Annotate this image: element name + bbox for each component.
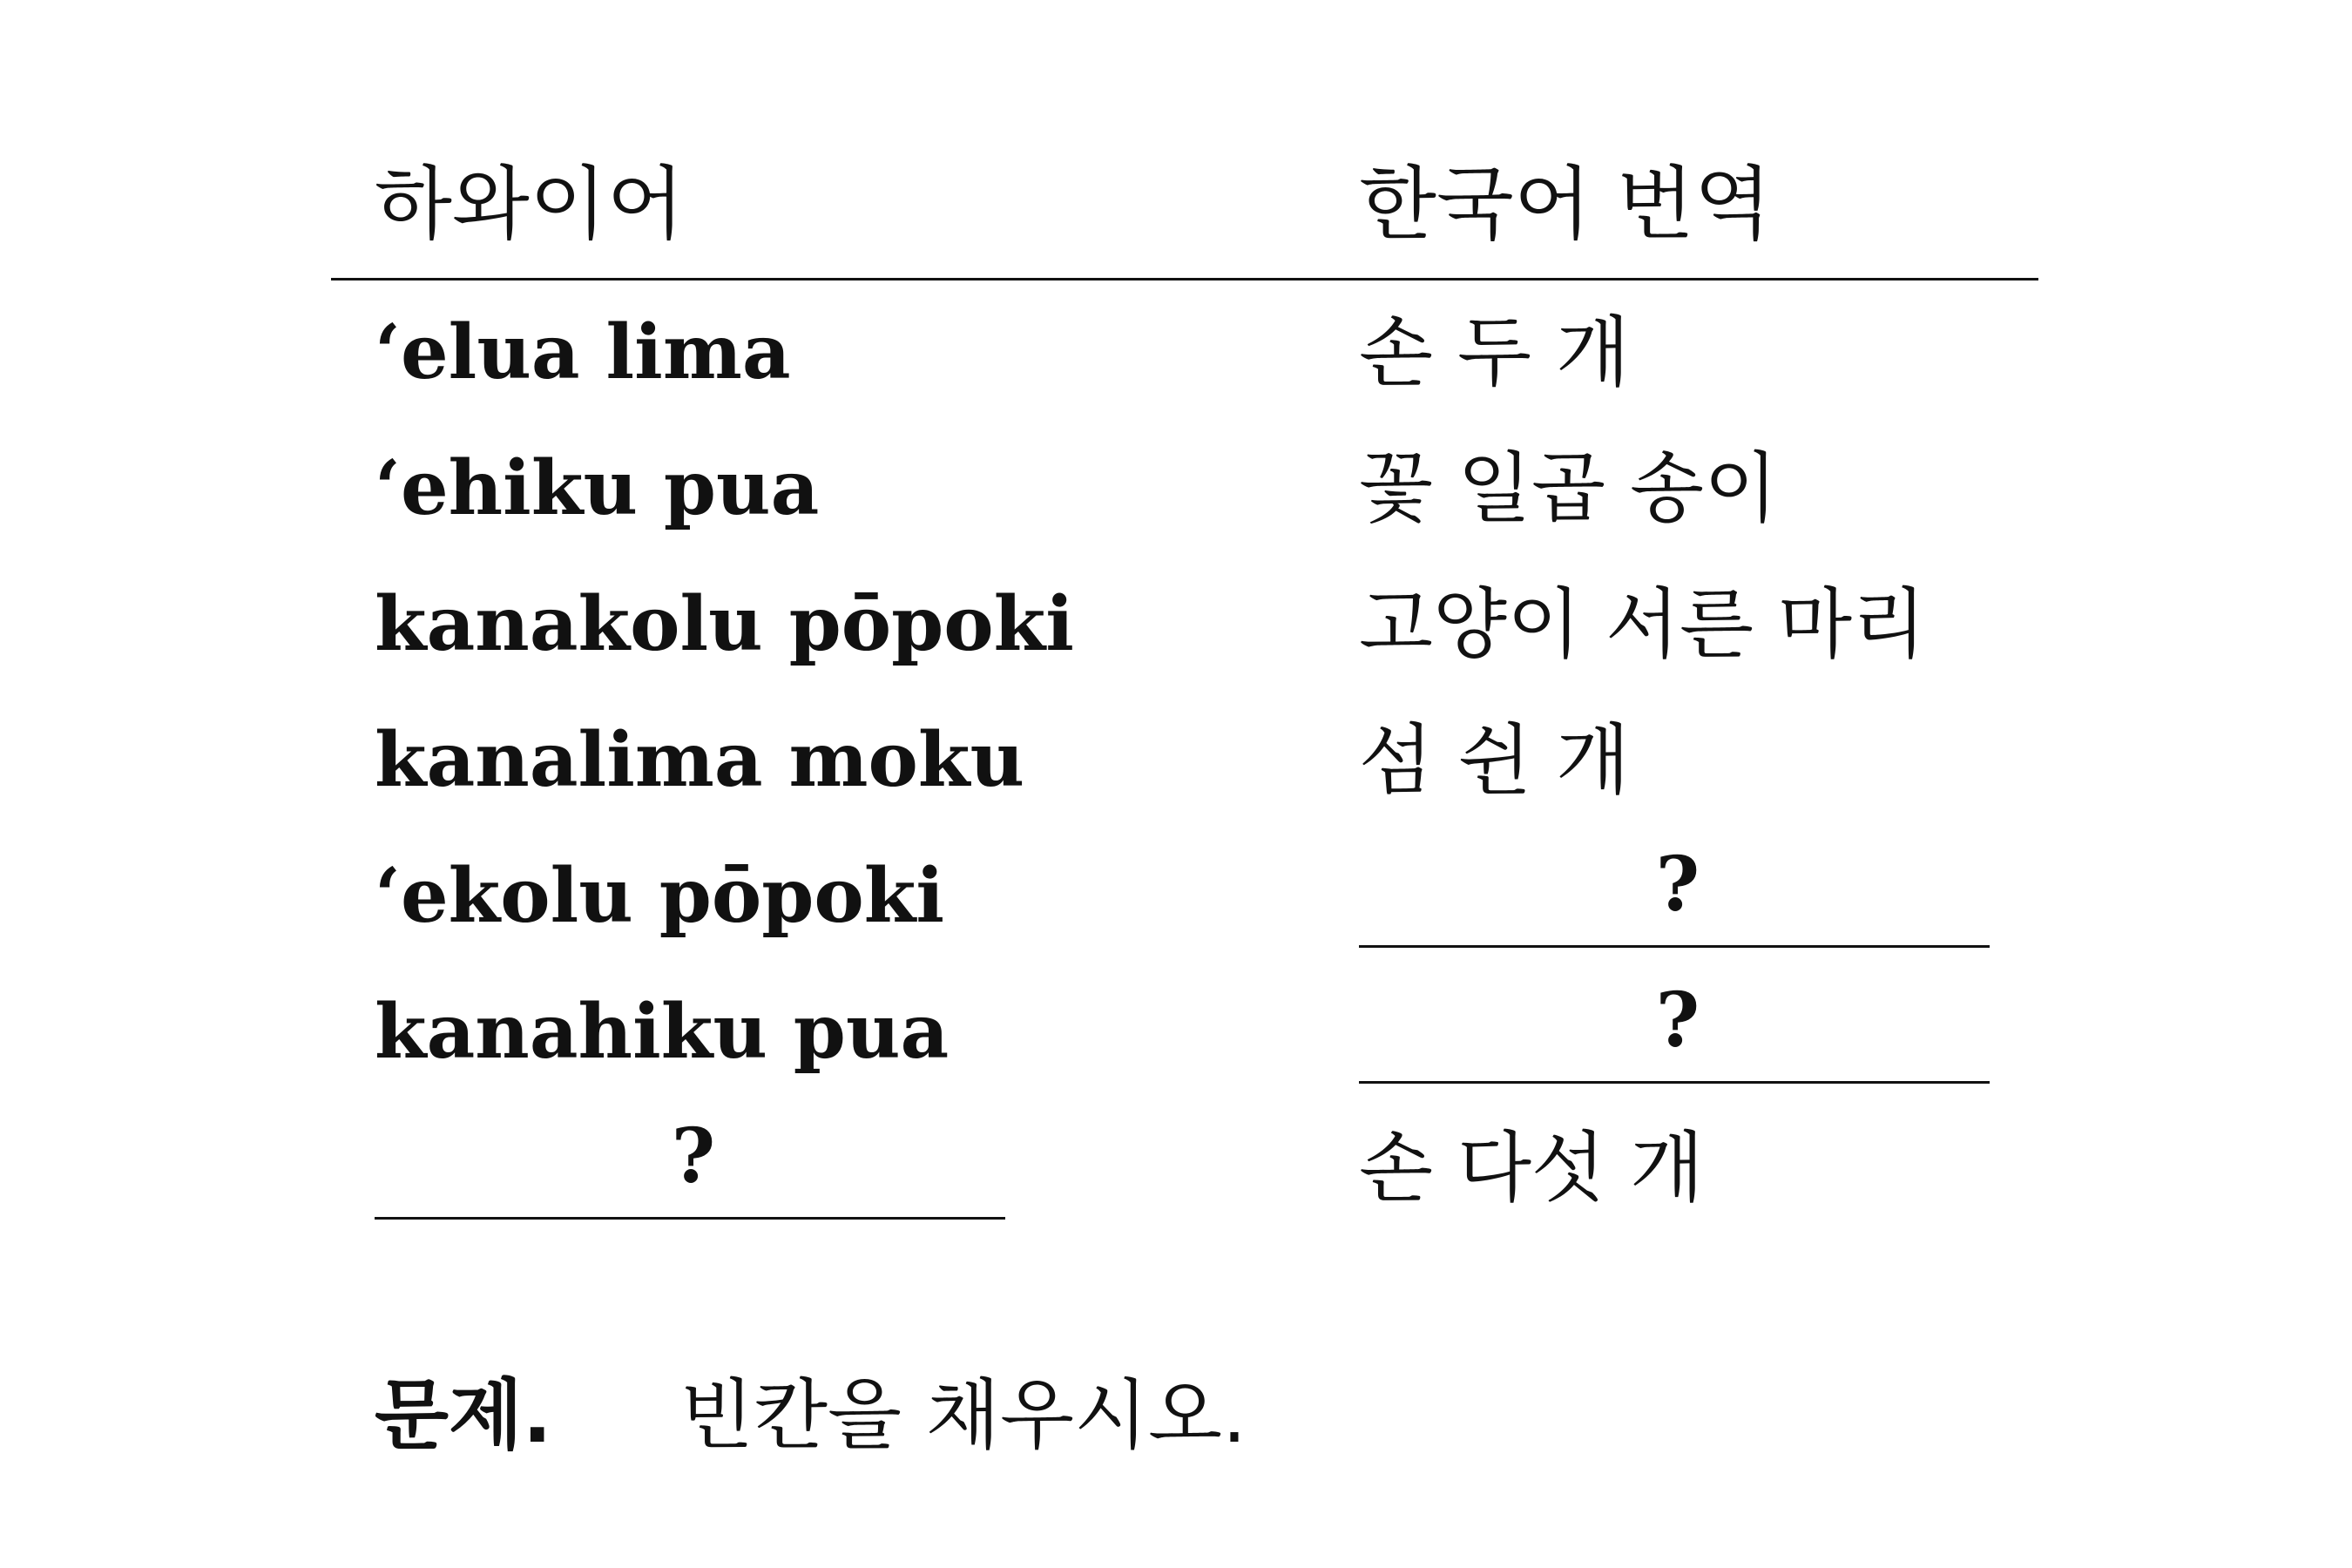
table-row xyxy=(0,285,2352,421)
hawaiian-cell: kanakolu pōpoki xyxy=(375,580,1074,668)
korean-answer-blank xyxy=(1359,828,1990,948)
korean-cell: 섬 쉰 개 xyxy=(1359,715,1630,805)
hawaiian-cell: ‘ehiku pua xyxy=(375,444,820,532)
question-mark: ? xyxy=(1655,977,1700,1064)
korean-answer-blank xyxy=(1359,964,1990,1084)
hawaiian-cell: ‘ekolu pōpoki xyxy=(375,852,944,940)
hawaiian-cell: ‘elua lima xyxy=(375,308,791,396)
question-mark: ? xyxy=(671,1112,716,1200)
korean-cell: 꽃 일곱 송이 xyxy=(1359,443,1778,533)
table-row xyxy=(0,964,2352,1100)
korean-cell: 고양이 서른 마리 xyxy=(1359,579,1927,669)
task-text: 빈칸을 채우시오. xyxy=(679,1370,1247,1460)
table-row xyxy=(0,421,2352,557)
header-korean: 한국어 번역 xyxy=(1359,158,1772,251)
header-rule xyxy=(331,278,2038,280)
hawaiian-cell: kanalima moku xyxy=(375,716,1025,804)
question-mark: ? xyxy=(1655,841,1700,929)
korean-cell: 손 다섯 개 xyxy=(1359,1123,1704,1213)
table-row xyxy=(0,1100,2352,1236)
table-row xyxy=(0,557,2352,693)
hawaiian-cell: kanahiku pua xyxy=(375,988,950,1076)
hawaiian-answer-blank xyxy=(375,1100,1005,1220)
table-row xyxy=(0,828,2352,964)
header-hawaiian: 하와이어 xyxy=(375,158,685,251)
task-label: 문제. xyxy=(375,1370,552,1460)
table-row xyxy=(0,693,2352,828)
korean-cell: 손 두 개 xyxy=(1359,308,1630,397)
